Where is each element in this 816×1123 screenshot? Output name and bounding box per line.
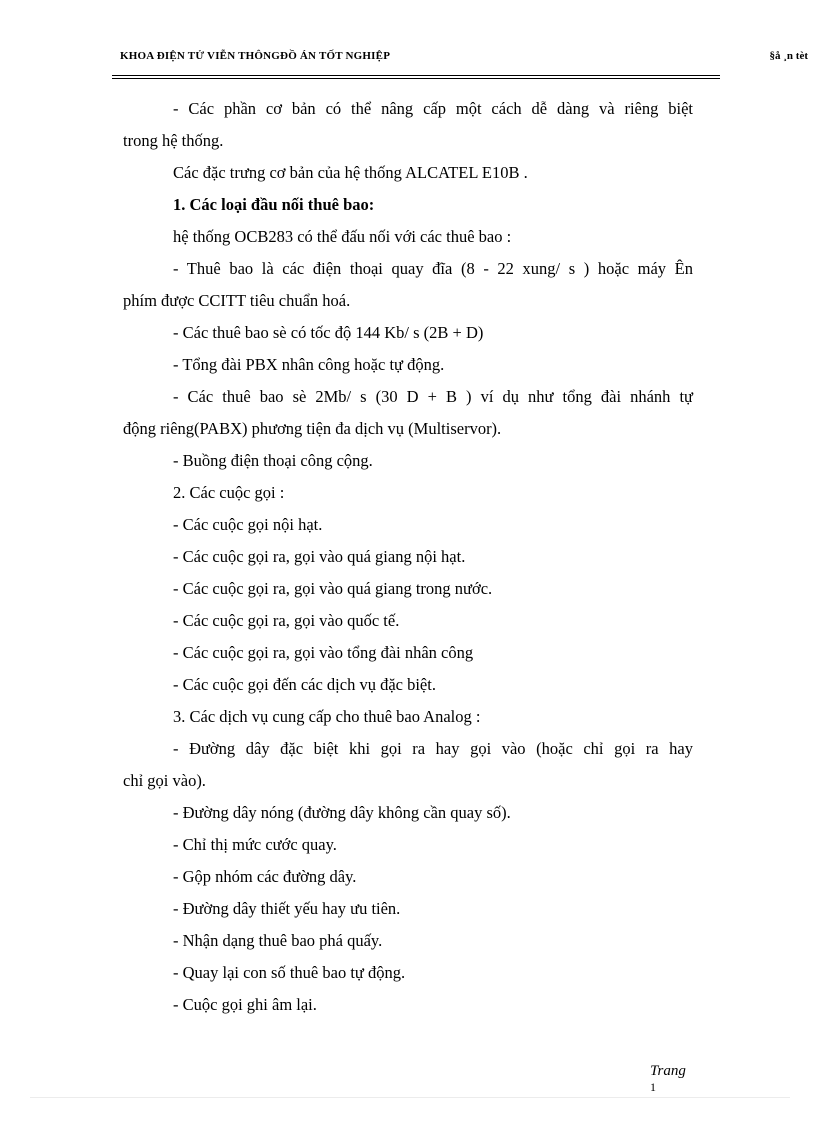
paragraph-line: - Các phần cơ bản có thể nâng cấp một cách dễ dàng và riêng biệt: [173, 99, 693, 118]
page-label: Trang: [650, 1063, 686, 1079]
section-heading: 2. Các cuộc gọi :: [173, 483, 285, 502]
list-item: - Các cuộc gọi đến các dịch vụ đặc biệt.: [173, 675, 436, 694]
paragraph-line: chỉ gọi vào).: [123, 771, 206, 790]
list-item: - Các thuê bao sè 2Mb/ s (30 D + B ) ví dụ như tổng đài nhánh tự: [173, 387, 693, 406]
page-footer: [650, 1062, 686, 1094]
header-rule-top: [112, 75, 720, 76]
list-item: - Các cuộc gọi ra, gọi vào quá giang trong nước.: [173, 579, 493, 598]
header-rule-bottom: [112, 78, 720, 79]
list-item: - Tổng đài PBX nhân công hoặc tự động.: [173, 355, 445, 374]
paragraph-line: động riêng(PABX) phương tiện đa dịch vụ (Multiservor).: [123, 419, 502, 438]
list-item: - Gộp nhóm các đường dây.: [173, 867, 357, 886]
list-item: - Các thuê bao sè có tốc độ 144 Kb/ s (2B + D): [173, 323, 484, 342]
document-body: [123, 93, 693, 1021]
paragraph-line: Các đặc trưng cơ bản của hệ thống ALCATEL E10B .: [173, 163, 528, 182]
list-item: - Nhận dạng thuê bao phá quấy.: [173, 931, 383, 950]
list-item: - Buồng điện thoại công cộng.: [173, 451, 373, 470]
list-item: - Quay lại con số thuê bao tự động.: [173, 963, 406, 982]
page-header: [120, 50, 816, 66]
list-item: - Cuộc gọi ghi âm lại.: [173, 995, 317, 1014]
paragraph-line: phím được CCITT tiêu chuẩn hoá.: [123, 291, 351, 310]
page-bottom-divider: [30, 1097, 790, 1098]
list-item: - Thuê bao là các điện thoại quay đĩa (8 - 22 xung/ s ) hoặc máy Ên: [173, 259, 693, 278]
list-item: - Chỉ thị mức cước quay.: [173, 835, 337, 854]
section-heading: 1. Các loại đầu nối thuê bao:: [173, 195, 375, 214]
paragraph-line: hệ thống OCB283 có thể đấu nối với các thuê bao :: [173, 227, 512, 246]
list-item: - Các cuộc gọi ra, gọi vào quá giang nội hạt.: [173, 547, 466, 566]
list-item: - Các cuộc gọi nội hạt.: [173, 515, 323, 534]
list-item: - Các cuộc gọi ra, gọi vào tổng đài nhân công: [173, 643, 474, 662]
header-title: KHOA ĐIỆN TỬ VIỄN THÔNGĐỒ ÁN TỐT NGHIỆP: [120, 50, 391, 62]
paragraph-line: trong hệ thống.: [123, 131, 224, 150]
list-item: - Đường dây thiết yếu hay ưu tiên.: [173, 899, 401, 918]
list-item: - Đường dây đặc biệt khi gọi ra hay gọi vào (hoặc chỉ gọi ra hay: [173, 739, 693, 758]
list-item: - Đường dây nóng (đường dây không cần quay số).: [173, 803, 511, 822]
list-item: - Các cuộc gọi ra, gọi vào quốc tế.: [173, 611, 400, 630]
section-heading: 3. Các dịch vụ cung cấp cho thuê bao Analog :: [173, 707, 481, 726]
page-number: 1: [650, 1080, 656, 1094]
header-right-text: §å ¸n tèt: [769, 50, 808, 62]
